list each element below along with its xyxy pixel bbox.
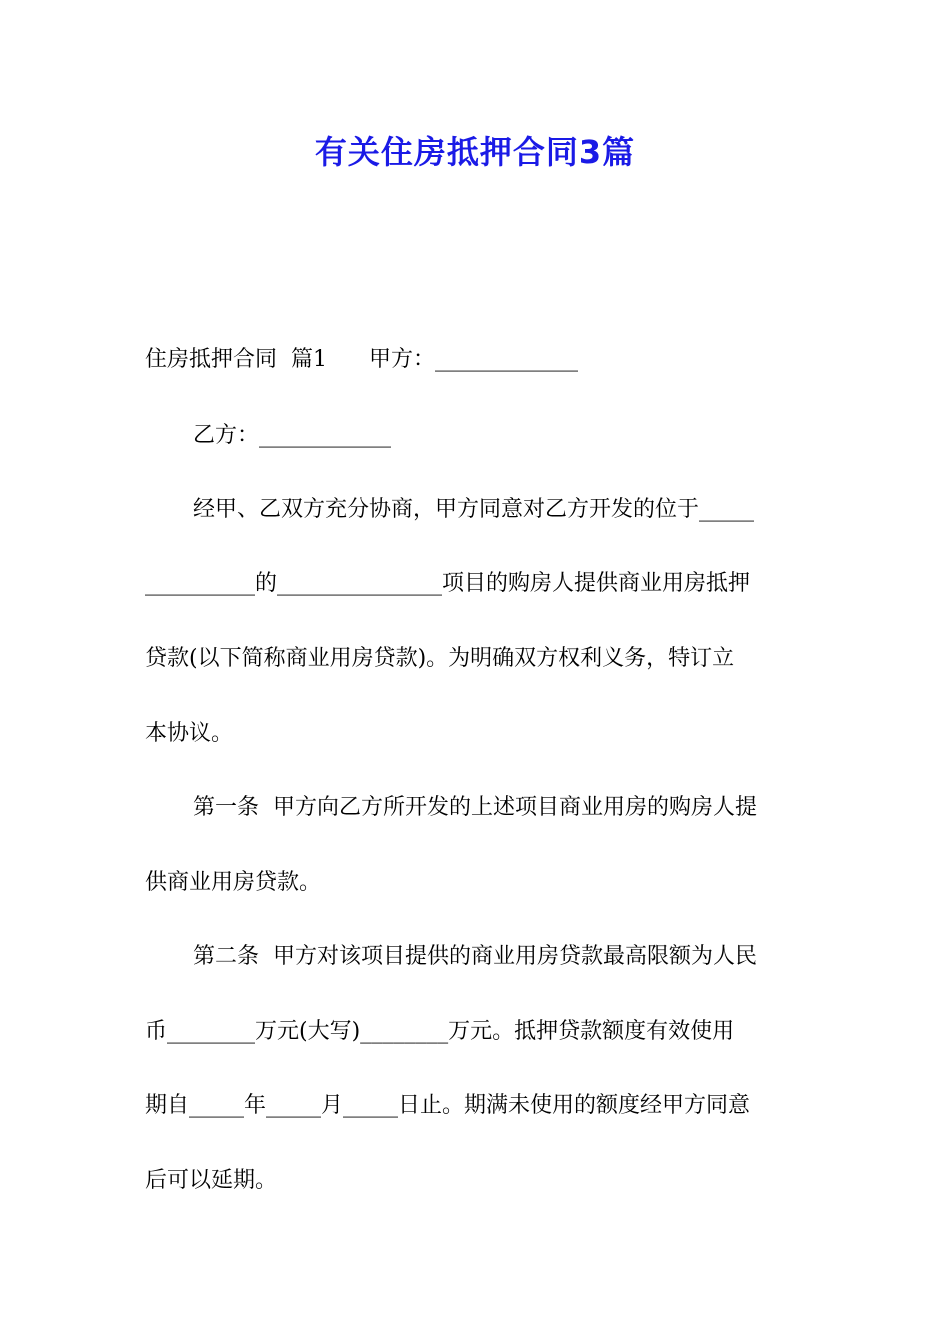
text-line: 期自_____年_____月_____日止。期满未使用的额度经甲方同意 — [145, 1093, 751, 1118]
text-line: 第一条 甲方向乙方所开发的上述项目商业用房的购房人提 — [193, 795, 757, 820]
text-line: 本协议。 — [145, 721, 234, 746]
text-line: __________的_______________项目的购房人提供商业用房抵押 — [145, 571, 751, 596]
text-line: 经甲、乙双方充分协商，甲方同意对乙方开发的位于_____ — [193, 497, 755, 522]
text-line: 贷款(以下简称商业用房贷款)。为明确双方权利义务，特订立 — [145, 646, 735, 671]
text-line: 乙方：____________ — [193, 423, 392, 448]
text-line: 住房抵押合同 篇1 甲方：_____________ — [145, 347, 578, 372]
document-title: 有关住房抵押合同3篇 — [314, 133, 636, 171]
text-line: 币________万元(大写)________万元。抵押贷款额度有效使用 — [145, 1019, 735, 1044]
text-line: 后可以延期。 — [145, 1168, 278, 1193]
text-line: 供商业用房贷款。 — [145, 870, 322, 895]
text-line: 第二条 甲方对该项目提供的商业用房贷款最高限额为人民 — [193, 944, 757, 969]
